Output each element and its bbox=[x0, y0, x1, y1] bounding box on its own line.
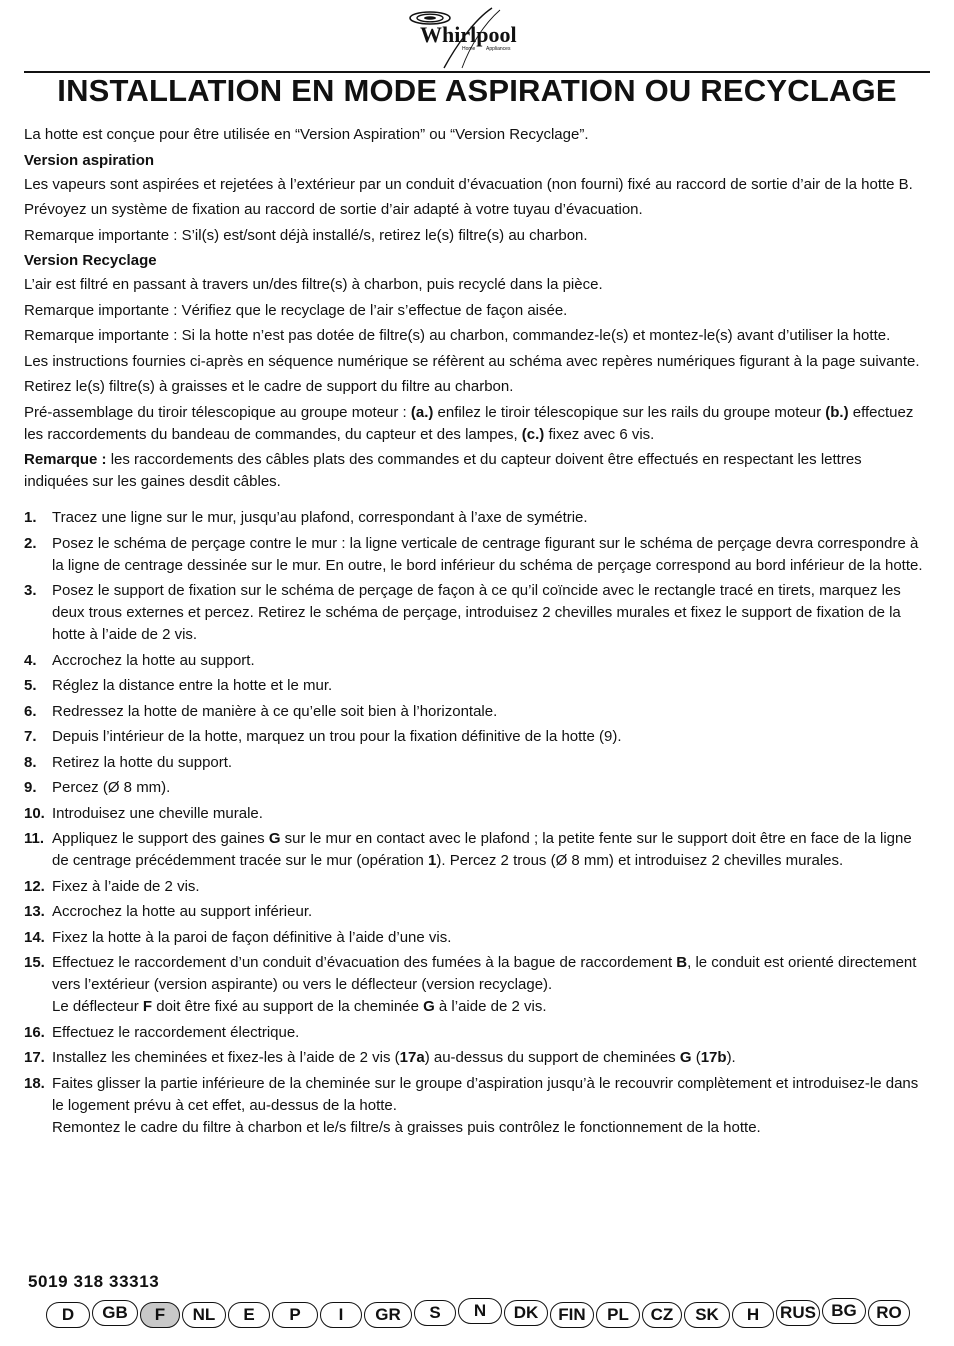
language-tab-ro[interactable]: RO bbox=[868, 1300, 910, 1326]
language-tab-f[interactable]: F bbox=[140, 1302, 180, 1328]
list-item: 17. Installez les cheminées et fixez-les à l’aide de 2 vis (17a) au-dessus du support de cheminées G (17b). bbox=[24, 1049, 736, 1066]
list-item: 13. Accrochez la hotte au support inférieur. bbox=[24, 903, 313, 920]
list-item: 7. Depuis l’intérieur de la hotte, marquez un trou pour la fixation définitive de la hotte (9). bbox=[24, 728, 622, 745]
language-tab-h[interactable]: H bbox=[732, 1302, 774, 1328]
list-item: 14. Fixez la hotte à la paroi de façon définitive à l’aide d’une vis. bbox=[24, 928, 452, 946]
recyclage-paragraph-3: Remarque importante : Si la hotte n’est pas dotée de filtre(s) au charbon, commandez-le(s) et montez-le(s) avant d’utiliser la hotte. bbox=[24, 327, 891, 344]
language-tab-pl[interactable]: PL bbox=[596, 1302, 640, 1328]
list-item: 1. Tracez une ligne sur le mur, jusqu’au plafond, correspondant à l’axe de symétrie. bbox=[24, 509, 588, 526]
language-tab-gb[interactable]: GB bbox=[92, 1300, 138, 1326]
list-item: 6. Redressez la hotte de manière à ce qu’elle soit bien à l’horizontale. bbox=[24, 702, 498, 720]
language-tab-e[interactable]: E bbox=[228, 1302, 270, 1328]
brand-tagline-right: Appliances bbox=[486, 46, 511, 52]
language-tab-n[interactable]: N bbox=[458, 1298, 502, 1324]
language-tab-cz[interactable]: CZ bbox=[642, 1302, 682, 1328]
preassembly-paragraph: Pré-assemblage du tiroir télescopique au groupe moteur : (a.) enfilez le tiroir télescopique sur les rails du groupe moteur (b.) effectuez les raccordements du bandeau de commandes, du capteur et des lampes, (c.) fixez avec 6 vis. bbox=[24, 403, 914, 443]
document-code: 5019 318 33313 bbox=[28, 1272, 160, 1291]
list-item: 5. Réglez la distance entre la hotte et le mur. bbox=[24, 677, 333, 694]
aspiration-paragraph-3: Remarque importante : S’il(s) est/sont déjà installé/s, retirez le(s) filtre(s) au charbon. bbox=[24, 226, 588, 244]
section-heading-aspiration: Version aspiration bbox=[24, 151, 155, 169]
recyclage-paragraph-1: L’air est filtré en passant à travers un/des filtre(s) à charbon, puis recyclé dans la pièce. bbox=[24, 276, 603, 293]
language-tab-s[interactable]: S bbox=[414, 1300, 456, 1326]
language-tab-nl[interactable]: NL bbox=[182, 1302, 226, 1328]
steps-list bbox=[24, 507, 930, 1139]
language-tab-fin[interactable]: FIN bbox=[550, 1302, 594, 1328]
list-item: 11. Appliquez le support des gaines G sur le mur en contact avec le plafond ; la petite fente sur le support doit être en face de la ligne de centrage précédemment tracée sur le mur (opération 1). Percez 2 trous (Ø 8 mm) et introduisez 2 chevilles murales. bbox=[24, 830, 912, 869]
section-heading-recyclage: Version Recyclage bbox=[24, 252, 157, 269]
aspiration-paragraph-1: Les vapeurs sont aspirées et rejetées à l’extérieur par un conduit d’évacuation (non fourni) fixé au raccord de sortie d’air de la hotte B. bbox=[24, 175, 913, 193]
list-item: 12. Fixez à l’aide de 2 vis. bbox=[24, 877, 200, 895]
language-tab-p[interactable]: P bbox=[272, 1302, 318, 1328]
remarque-paragraph: Remarque : les raccordements des câbles plats des commandes et du capteur doivent être effectués en respectant les lettres indiquées sur les gaines desdit câbles. bbox=[24, 451, 862, 490]
retirez-paragraph: Retirez le(s) filtre(s) à graisses et le cadre de support du filtre au charbon. bbox=[24, 378, 514, 395]
list-item: 2. Posez le schéma de perçage contre le mur : la ligne verticale de centrage figurant sur le schéma de perçage devra correspondre à la ligne de centrage dessinée sur le mur. En outre, le bord inférieur du schéma de perçage correspond au bord inférieur de la hotte. bbox=[24, 534, 923, 574]
page-title: INSTALLATION EN MODE ASPIRATION OU RECYCLAGE bbox=[57, 73, 897, 108]
language-tab-i[interactable]: I bbox=[320, 1302, 362, 1328]
list-item: 10. Introduisez une cheville murale. bbox=[24, 804, 263, 822]
document-body bbox=[24, 124, 930, 1142]
language-tab-bg[interactable]: BG bbox=[822, 1298, 866, 1324]
language-tab-d[interactable]: D bbox=[46, 1302, 90, 1328]
language-selector bbox=[46, 1302, 916, 1330]
aspiration-paragraph-2: Prévoyez un système de fixation au raccord de sortie d’air adapté à votre tuyau d’évacuation. bbox=[24, 201, 643, 218]
instructions-paragraph: Les instructions fournies ci-après en séquence numérique se réfèrent au schéma avec repères numériques figurant à la page suivante. bbox=[24, 352, 920, 370]
language-tab-rus[interactable]: RUS bbox=[776, 1300, 820, 1326]
list-item: 18. Faites glisser la partie inférieure de la cheminée sur le groupe d’aspiration jusqu’à le recouvrir complètement et introduisez-le dans le logement prévu à cet effet, au-dessus de la hotte. Remontez le cadre du filtre à charbon et le/s filtre/s à graisses puis contrôlez le fonctionnement de la hotte. bbox=[24, 1074, 919, 1136]
intro-paragraph: La hotte est conçue pour être utilisée en “Version Aspiration” ou “Version Recyclage”. bbox=[24, 126, 589, 143]
list-item: 9. Percez (Ø 8 mm). bbox=[24, 779, 171, 796]
recyclage-paragraph-2: Remarque importante : Vérifiez que le recyclage de l’air s’effectue de façon aisée. bbox=[24, 301, 568, 319]
list-item: 16. Effectuez le raccordement électrique. bbox=[24, 1023, 300, 1041]
list-item: 3. Posez le support de fixation sur le schéma de perçage de façon à ce qu’il coïncide avec le rectangle tracé en tirets, marquez les deux trous externes et percez. Retirez le schéma de perçage, introduisez 2 chevilles murales et fixez le support de fixation de la hotte à l’aide de 2 vis. bbox=[24, 582, 901, 643]
list-item: 4. Accrochez la hotte au support. bbox=[24, 651, 255, 669]
language-tab-gr[interactable]: GR bbox=[364, 1302, 412, 1328]
whirlpool-logo bbox=[404, 6, 528, 70]
brand-tagline-left: Home bbox=[462, 46, 476, 52]
list-item: 15. Effectuez le raccordement d’un conduit d’évacuation des fumées à la bague de raccordement B, le conduit est orienté directement vers l’extérieur (version aspirante) ou vers le déflecteur (version recyclage). Le déflecteur F doit être fixé au support de la cheminée G à l’aide de 2 vis. bbox=[24, 954, 917, 1015]
language-tab-sk[interactable]: SK bbox=[684, 1302, 730, 1328]
language-tab-dk[interactable]: DK bbox=[504, 1300, 548, 1326]
brand-name: Whirlpool bbox=[420, 22, 517, 47]
list-item: 8. Retirez la hotte du support. bbox=[24, 753, 233, 771]
